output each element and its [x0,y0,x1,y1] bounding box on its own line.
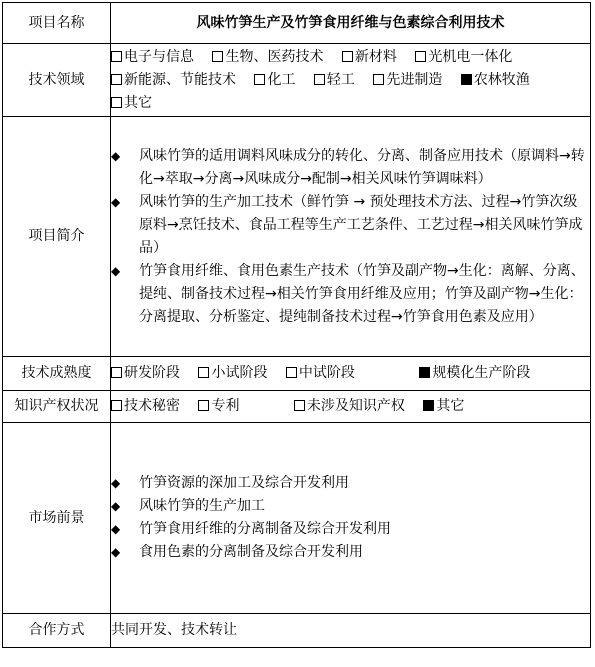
maturity-label: 技术成熟度 [3,357,111,391]
diamond-bullet-icon: ◆ [111,545,121,559]
option-label: 小试阶段 [211,365,268,381]
checkbox-icon [342,51,353,62]
intro-item [111,260,590,329]
checkbox-icon [198,367,209,378]
market-item [111,472,590,495]
checkbox-icon [198,400,209,411]
checked-checkbox-icon [419,367,430,378]
intro-item-text: 风味竹笋的适用调料风味成分的转化、分离、制备应用技术（原调料→转化→萃取→分离→风味成分→配制→相关风味竹笋调味料） [139,147,585,187]
ip-option[interactable] [111,398,180,414]
diamond-bullet-icon: ◆ [111,263,121,278]
tech-field-options [111,44,591,117]
diamond-bullet-icon: ◆ [111,148,121,163]
option-label: 技术秘密 [124,398,180,414]
diamond-bullet-icon: ◆ [111,522,121,536]
option-label: 新能源、节能技术 [124,71,236,88]
checkbox-icon [294,400,305,411]
checked-checkbox-icon [461,74,472,85]
intro-item-text: 竹笋食用纤维、食用色素生产技术（竹笋及副产物→生化：离解、分离、提纯、制备技术过程→相关竹笋食用纤维及应用；竹笋及副产物→生化：分离提取、分析鉴定、提纯制备技术过程→竹笋食用色素及应用） [139,262,585,325]
market-list [111,423,591,614]
ip-options [111,391,591,423]
tech-field-option[interactable] [461,72,530,88]
cooperation-value: 共同开发、技术转让 [111,614,591,648]
tech-field-option[interactable] [111,95,152,111]
project-info-table [2,2,591,648]
intro-label: 项目简介 [3,117,111,357]
tech-field-option[interactable] [373,72,442,88]
project-name-value: 风味竹笋生产及竹笋食用纤维与色素综合利用技术 [111,3,591,44]
market-label: 市场前景 [3,423,111,614]
checkbox-icon [111,367,122,378]
checked-checkbox-icon [423,400,434,411]
option-label: 其它 [436,398,465,414]
checkbox-icon [373,74,384,85]
tech-field-option[interactable] [111,49,194,65]
intro-item-text: 风味竹笋的生产加工技术（鲜竹笋 → 预处理技术方法、过程→竹笋次级原料→烹饪技术、食品工程等生产工艺条件、工艺过程→相关风味竹笋成品） [139,193,583,256]
option-label: 农林牧渔 [473,71,530,88]
maturity-option[interactable] [111,365,180,381]
option-label: 化工 [267,71,296,88]
ip-option[interactable] [198,398,239,414]
option-label: 光机电一体化 [428,48,513,65]
tech-field-option[interactable] [254,72,295,88]
diamond-bullet-icon: ◆ [111,476,121,490]
market-item-text: 竹笋食用纤维的分离制备及综合开发利用 [139,521,391,537]
option-label: 规模化生产阶段 [432,365,531,381]
option-label: 未涉及知识产权 [306,398,405,414]
market-item-text: 食用色素的分离制备及综合开发利用 [139,544,363,560]
maturity-option[interactable] [286,365,355,381]
ip-option[interactable] [294,398,405,414]
market-item [111,541,590,564]
tech-field-option[interactable] [342,49,397,65]
checkbox-icon [415,51,426,62]
option-label: 轻工 [326,71,355,88]
checkbox-icon [111,400,122,411]
diamond-bullet-icon: ◆ [111,194,121,209]
intro-item [111,191,590,260]
tech-field-option[interactable] [111,72,236,88]
market-item-text: 风味竹笋的生产加工 [139,498,265,514]
project-name-label: 项目名称 [3,3,111,44]
market-item-text: 竹笋资源的深加工及综合开发利用 [139,475,349,491]
diamond-bullet-icon: ◆ [111,499,121,513]
checkbox-icon [111,74,122,85]
checkbox-icon [212,51,223,62]
maturity-option[interactable] [198,365,267,381]
option-label: 中试阶段 [298,365,355,381]
checkbox-icon [111,97,122,108]
market-item [111,495,590,518]
cooperation-label: 合作方式 [3,614,111,648]
checkbox-icon [254,74,265,85]
intro-list [111,117,591,357]
market-item [111,518,590,541]
maturity-options [111,357,591,391]
option-label: 电子与信息 [124,48,194,65]
option-label: 生物、医药技术 [225,48,324,65]
option-label: 研发阶段 [124,365,180,381]
option-label: 新材料 [354,48,397,65]
option-label: 专利 [211,398,240,414]
option-label: 其它 [124,94,152,111]
checkbox-icon [286,367,297,378]
tech-field-label: 技术领域 [3,44,111,117]
intro-item [111,145,590,191]
ip-option[interactable] [423,398,464,414]
maturity-option[interactable] [419,365,530,381]
checkbox-icon [314,74,325,85]
tech-field-option[interactable] [212,49,323,65]
ip-label: 知识产权状况 [3,391,111,423]
tech-field-option[interactable] [314,72,355,88]
checkbox-icon [111,51,122,62]
tech-field-option[interactable] [415,49,512,65]
option-label: 先进制造 [386,71,443,88]
